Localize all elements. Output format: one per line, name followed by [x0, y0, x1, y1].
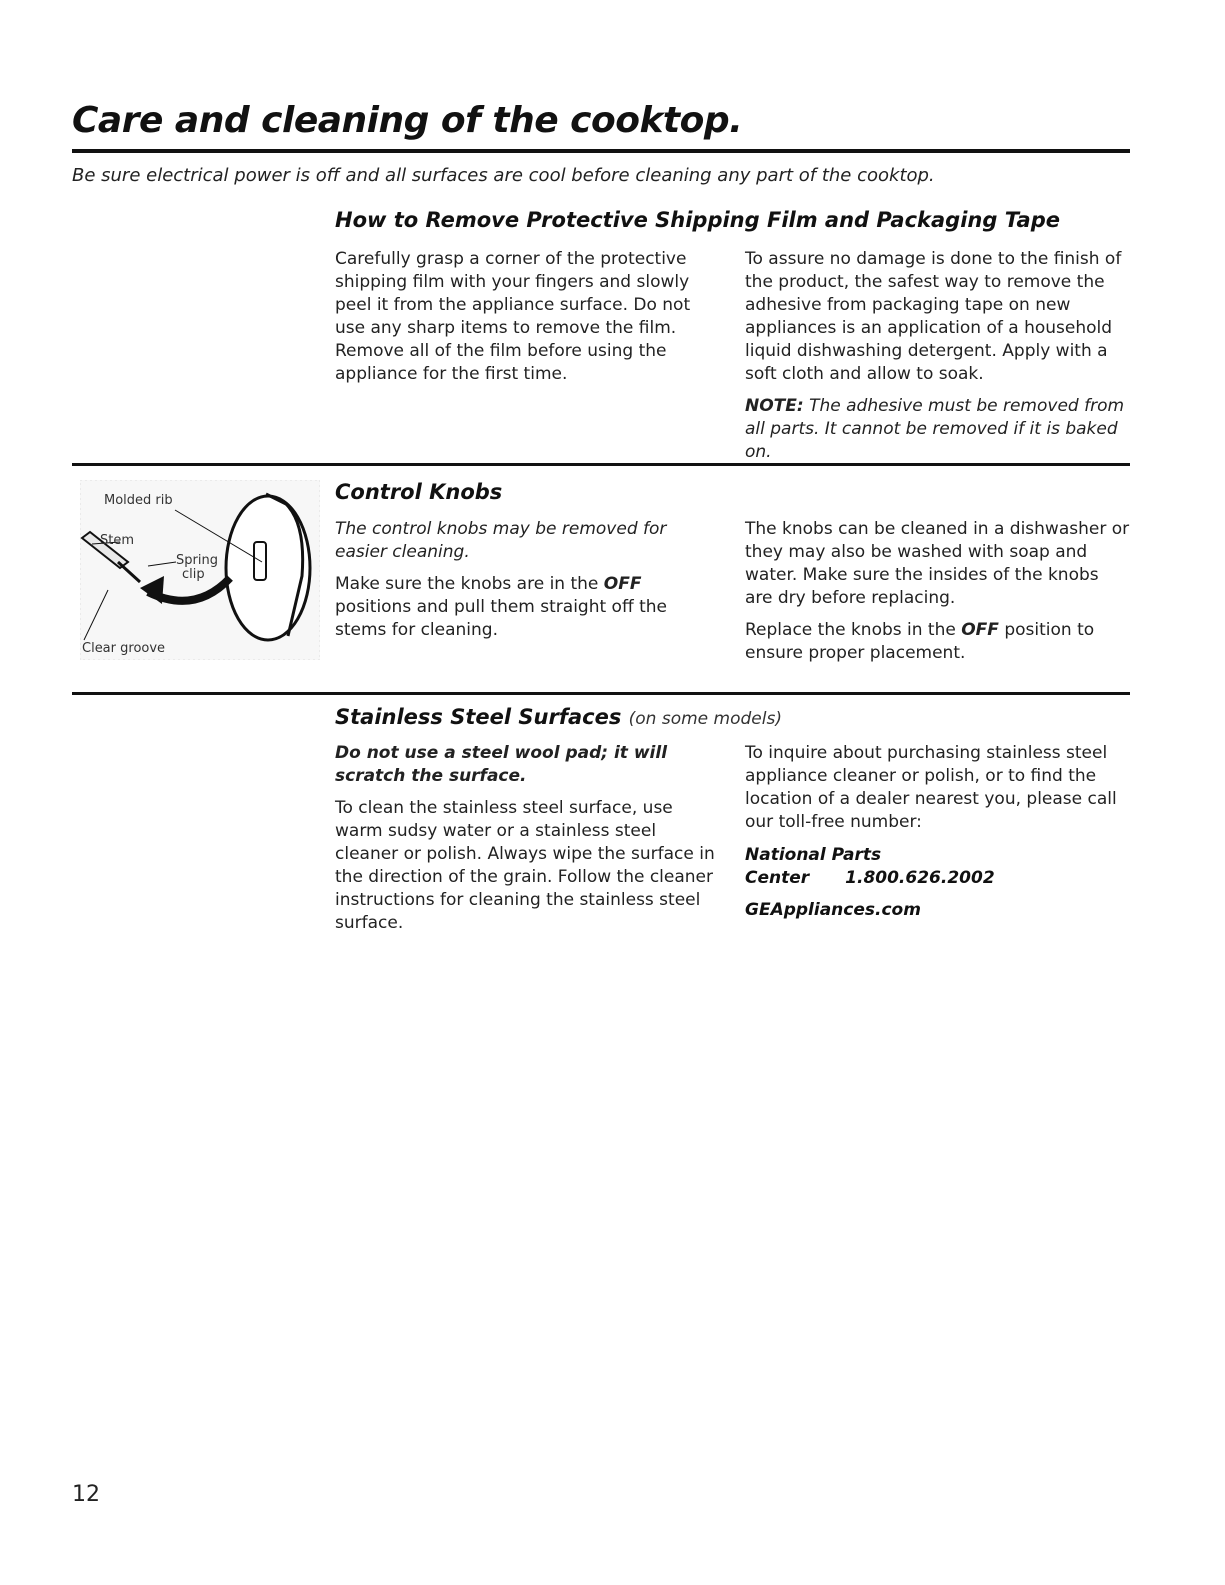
website-link[interactable]: GEAppliances.com	[745, 900, 921, 920]
replace-before: Replace the knobs in the	[745, 620, 956, 640]
film-left-paragraph: Carefully grasp a corner of the protective shipping film with your fingers and slowly peel it from the appliance surface. Do not use any sharp items to remove the film. Remove all of the film before using the appliance for the first time.	[335, 249, 691, 384]
website-line	[745, 899, 1130, 922]
section-divider-1	[72, 463, 1130, 466]
replace-off-word: OFF	[961, 620, 999, 640]
steel-title-text: Stainless Steel Surfaces	[335, 705, 622, 729]
steel-left-paragraph: To clean the stainless steel surface, use warm sudsy water or a stainless steel cleaner or polish. Always wipe the surface in the direction of the grain. Follow the cleaner instructions for cleaning the stainless steel surface.	[335, 798, 715, 933]
clear-groove-label: Clear groove	[82, 641, 166, 656]
knobs-off-after: positions and pull them straight off the stems for cleaning.	[335, 597, 667, 640]
knobs-intro: The control knobs may be removed for easier cleaning.	[335, 519, 667, 562]
replace-after: position to ensure proper placement.	[745, 620, 1095, 663]
film-note-text: The adhesive must be removed from all parts. It cannot be removed if it is baked on.	[745, 396, 1125, 462]
title-divider	[72, 149, 1130, 153]
knobs-section-title: Control Knobs	[335, 480, 503, 504]
contact-name: National Parts Center	[745, 845, 882, 888]
steel-right-paragraph: To inquire about purchasing stainless steel appliance cleaner or polish, or to find the location of a dealer nearest you, please call our toll-free number:	[745, 743, 1117, 832]
steel-left-column	[335, 742, 720, 944]
steel-warning: Do not use a steel wool pad; it will scratch the surface.	[335, 743, 668, 786]
knobs-right-paragraph: The knobs can be cleaned in a dishwasher or they may also be washed with soap and water. Make sure the insides of the knobs are dry before replacing.	[745, 519, 1130, 608]
knob-diagram	[80, 480, 320, 660]
film-right-paragraph: To assure no damage is done to the finish of the product, the safest way to remove the adhesive from packaging tape on new appliances is an application of a household liquid dishwashing detergent. Apply with a soft cloth and allow to soak.	[745, 249, 1122, 384]
contact-line	[745, 844, 1130, 890]
film-note-label: NOTE:	[745, 396, 804, 416]
steel-title-note: (on some models)	[628, 709, 782, 729]
steel-right-column	[745, 742, 1130, 931]
off-word: OFF	[603, 574, 642, 594]
film-note	[745, 395, 1130, 464]
knobs-off-instruction	[335, 573, 720, 642]
knob-body	[226, 496, 310, 640]
molded-rib-label: Molded rib	[104, 493, 173, 508]
steel-section-title	[335, 705, 782, 729]
knobs-right-column	[745, 518, 1130, 674]
film-section-title: How to Remove Protective Shipping Film and Packaging Tape	[335, 208, 1060, 232]
page-subtitle: Be sure electrical power is off and all surfaces are cool before cleaning any part of the cooktop.	[72, 165, 935, 186]
contact-phone: 1.800.626.2002	[845, 868, 995, 888]
knobs-left-column	[335, 518, 720, 651]
section-divider-2	[72, 692, 1130, 695]
film-right-column	[745, 248, 1130, 473]
stem-label: Stem	[100, 533, 135, 548]
spring-label: Spring	[176, 553, 218, 568]
page-number: 12	[72, 1482, 100, 1507]
knobs-replace-instruction	[745, 619, 1130, 665]
knobs-off-before: Make sure the knobs are in the	[335, 574, 599, 594]
page-title: Care and cleaning of the cooktop.	[72, 100, 743, 141]
clip-label: clip	[182, 567, 205, 582]
film-left-column	[335, 248, 720, 395]
